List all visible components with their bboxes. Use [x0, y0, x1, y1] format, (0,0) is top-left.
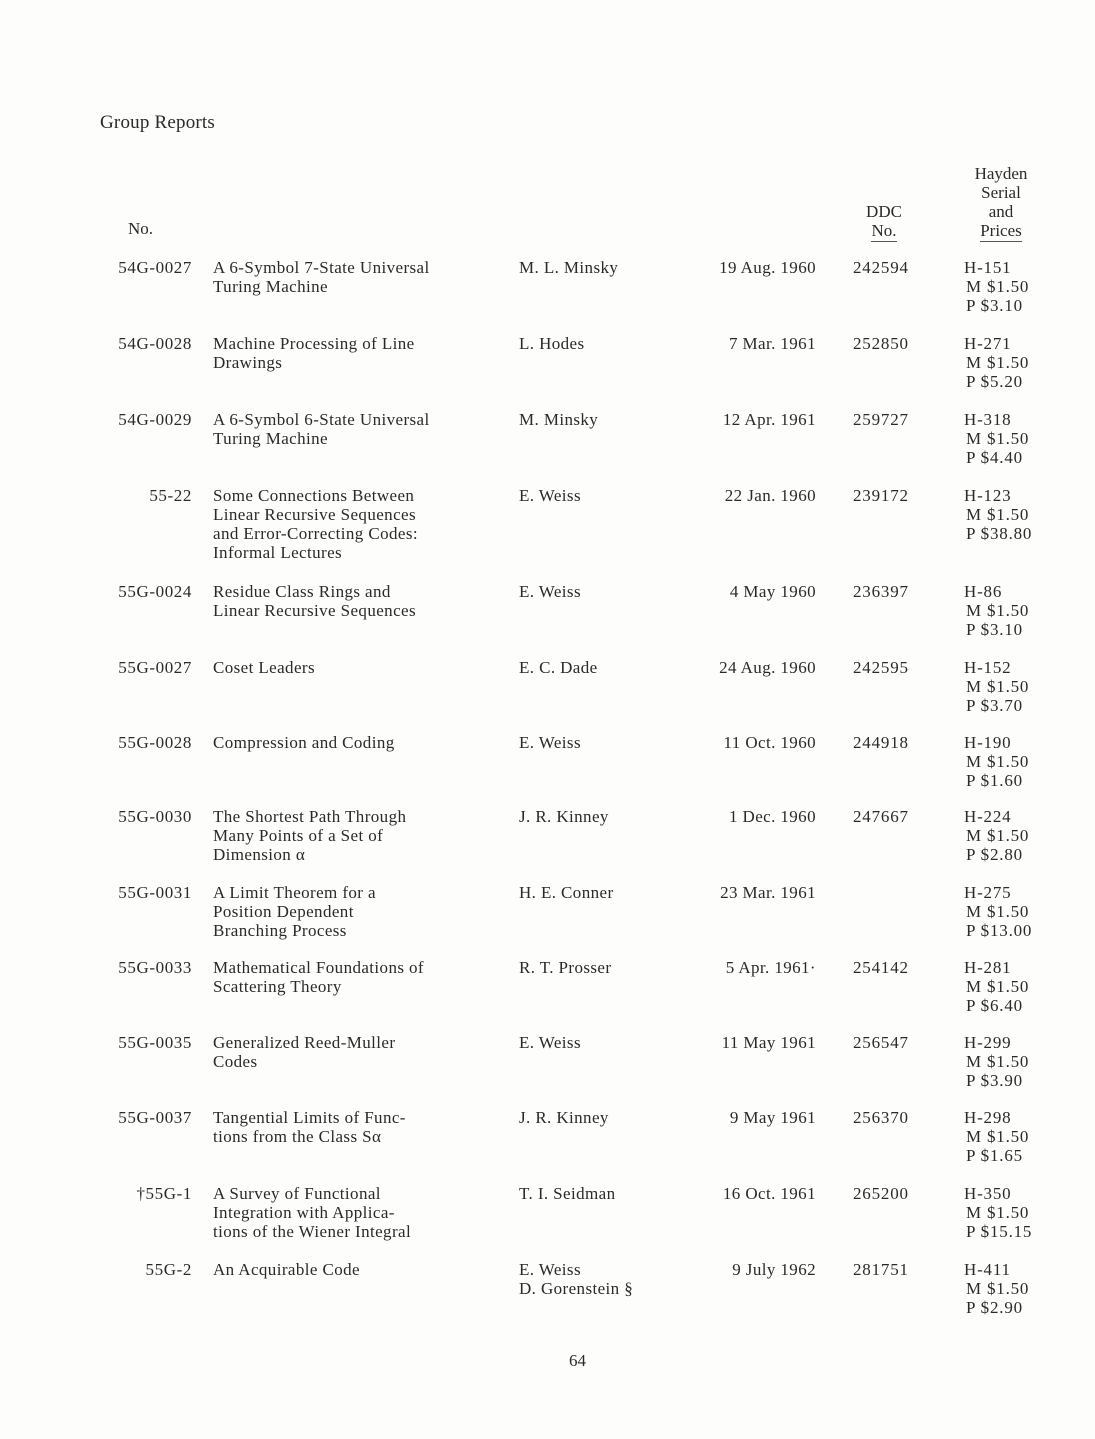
report-date: 16 Oct. 1961 [722, 1184, 816, 1203]
column-header-hayden-line2: Serial [981, 183, 1021, 202]
report-author-line: E. C. Dade [519, 658, 598, 677]
hayden-price: P $1.60 [966, 771, 1023, 790]
report-title [213, 883, 376, 940]
report-title [213, 807, 406, 864]
report-date: 24 Aug. 1960 [719, 658, 816, 677]
hayden-serial-prices [964, 807, 1029, 864]
ddc-number: 256547 [853, 1033, 909, 1052]
hayden-price: P $2.80 [966, 845, 1023, 864]
hayden-price: M $1.50 [966, 902, 1030, 921]
ddc-number: 281751 [853, 1260, 909, 1279]
report-number: 55G-0027 [118, 658, 192, 677]
report-title-line: Informal Lectures [213, 543, 343, 562]
hayden-price: M $1.50 [966, 601, 1030, 620]
report-author [519, 1033, 581, 1052]
ddc-number: 256370 [853, 1108, 909, 1127]
column-header-hayden [955, 164, 1047, 242]
hayden-price: P $2.90 [966, 1298, 1023, 1317]
report-number: †55G-1 [136, 1184, 192, 1203]
report-title [213, 1108, 406, 1146]
report-title-line: Drawings [213, 353, 283, 372]
report-date: 9 July 1962 [732, 1260, 816, 1279]
hayden-price: P $3.10 [966, 620, 1023, 639]
hayden-price: P $5.20 [966, 372, 1023, 391]
hayden-serial-prices [964, 1260, 1029, 1317]
hayden-serial: H-298 [964, 1108, 1012, 1127]
hayden-serial: H-224 [964, 807, 1012, 826]
hayden-serial-prices [964, 1033, 1029, 1090]
report-title-line: Many Points of a Set of [213, 826, 384, 845]
report-number: 55G-0037 [118, 1108, 192, 1127]
hayden-price: P $3.70 [966, 696, 1023, 715]
report-title-line: Linear Recursive Sequences [213, 505, 416, 524]
report-number: 55G-0033 [118, 958, 192, 977]
report-title-line: A Survey of Functional [213, 1184, 381, 1203]
report-author-line: E. Weiss [519, 582, 581, 601]
report-author-line: M. L. Minsky [519, 258, 619, 277]
report-title-line: A Limit Theorem for a [213, 883, 376, 902]
ddc-number: 244918 [853, 733, 909, 752]
report-author-line: E. Weiss [519, 1033, 581, 1052]
report-date: 7 Mar. 1961 [728, 334, 816, 353]
report-title-line: A 6-Symbol 7-State Universal [213, 258, 430, 277]
hayden-serial: H-318 [964, 410, 1012, 429]
hayden-price: M $1.50 [966, 1203, 1030, 1222]
report-title-line: An Acquirable Code [213, 1260, 360, 1279]
report-date: 19 Aug. 1960 [719, 258, 816, 277]
report-author [519, 410, 598, 429]
report-author-line: E. Weiss [519, 486, 581, 505]
hayden-serial: H-151 [964, 258, 1012, 277]
report-author-line: J. R. Kinney [519, 807, 609, 826]
report-title [213, 582, 416, 620]
report-date: 11 May 1961 [721, 1033, 816, 1052]
report-number: 55G-0030 [118, 807, 192, 826]
report-number: 55G-0035 [118, 1033, 192, 1052]
hayden-serial-prices [964, 658, 1029, 715]
hayden-serial-prices [964, 334, 1029, 391]
report-author [519, 733, 581, 752]
hayden-price: M $1.50 [966, 1279, 1030, 1298]
hayden-serial: H-152 [964, 658, 1012, 677]
report-author [519, 582, 581, 601]
ddc-number: 236397 [853, 582, 909, 601]
report-author [519, 807, 609, 826]
hayden-serial: H-350 [964, 1184, 1012, 1203]
report-author-line: J. R. Kinney [519, 1108, 609, 1127]
report-title-line: Tangential Limits of Func- [213, 1108, 406, 1127]
report-author [519, 1184, 615, 1203]
report-title [213, 1033, 395, 1071]
report-title [213, 658, 315, 677]
ddc-number: 239172 [853, 486, 909, 505]
page-number: 64 [569, 1351, 586, 1370]
report-number: 54G-0029 [118, 410, 192, 429]
hayden-price: M $1.50 [966, 677, 1030, 696]
report-author-line: D. Gorenstein § [519, 1279, 634, 1298]
hayden-serial: H-271 [964, 334, 1012, 353]
report-author-line: E. Weiss [519, 733, 581, 752]
report-number: 55G-2 [145, 1260, 192, 1279]
report-title-line: Integration with Applica- [213, 1203, 395, 1222]
report-title-line: Coset Leaders [213, 658, 315, 677]
report-date: 23 Mar. 1961 [720, 883, 816, 902]
report-title [213, 410, 430, 448]
hayden-price: P $13.00 [966, 921, 1033, 940]
report-author-line: T. I. Seidman [519, 1184, 616, 1203]
hayden-price: P $1.65 [966, 1146, 1023, 1165]
column-header-ddc-line2: No. [871, 221, 897, 240]
hayden-serial-prices [964, 582, 1029, 639]
report-title-line: Turing Machine [213, 277, 328, 296]
report-title-line: Residue Class Rings and [213, 582, 391, 601]
report-date: 11 Oct. 1960 [723, 733, 816, 752]
report-author [519, 958, 611, 977]
report-title-line: tions of the Wiener Integral [213, 1222, 412, 1241]
hayden-price: P $3.90 [966, 1071, 1023, 1090]
report-author [519, 258, 618, 277]
hayden-price: M $1.50 [966, 505, 1030, 524]
hayden-price: M $1.50 [966, 977, 1030, 996]
hayden-serial-prices [964, 958, 1029, 1015]
report-title [213, 958, 424, 996]
hayden-price: M $1.50 [966, 826, 1030, 845]
report-number: 54G-0028 [118, 334, 192, 353]
report-title [213, 1184, 411, 1241]
report-author [519, 334, 585, 353]
hayden-price: P $3.10 [966, 296, 1023, 315]
hayden-serial-prices [964, 883, 1032, 940]
report-title-line: Machine Processing of Line [213, 334, 415, 353]
report-title [213, 258, 430, 296]
report-author [519, 1260, 633, 1298]
report-title-line: Compression and Coding [213, 733, 395, 752]
hayden-price: M $1.50 [966, 429, 1030, 448]
report-number: 55G-0028 [118, 733, 192, 752]
ddc-number: 252850 [853, 334, 909, 353]
hayden-price: P $15.15 [966, 1222, 1033, 1241]
report-author [519, 658, 598, 677]
hayden-serial: H-86 [964, 582, 1003, 601]
hayden-price: P $6.40 [966, 996, 1023, 1015]
hayden-serial-prices [964, 486, 1032, 543]
report-title-line: Generalized Reed-Muller [213, 1033, 396, 1052]
report-title-line: A 6-Symbol 6-State Universal [213, 410, 430, 429]
report-title [213, 486, 418, 562]
report-title-line: and Error-Correcting Codes: [213, 524, 418, 543]
hayden-price: P $38.80 [966, 524, 1033, 543]
report-number: 55G-0024 [118, 582, 192, 601]
report-author [519, 486, 581, 505]
hayden-serial: H-123 [964, 486, 1012, 505]
report-title [213, 1260, 360, 1279]
column-header-no: No. [128, 219, 154, 238]
ddc-number: 242595 [853, 658, 909, 677]
column-header-ddc-line1: DDC [866, 202, 902, 221]
report-title-line: Some Connections Between [213, 486, 415, 505]
report-author-line: M. Minsky [519, 410, 599, 429]
report-number: 55G-0031 [118, 883, 192, 902]
column-header-hayden-line1: Hayden [974, 164, 1028, 183]
report-title-line: Dimension α [213, 845, 306, 864]
report-title [213, 334, 415, 372]
hayden-serial-prices [964, 1108, 1029, 1165]
report-title-line: The Shortest Path Through [213, 807, 407, 826]
report-title-line: tions from the Class Sα [213, 1127, 382, 1146]
hayden-price: M $1.50 [966, 752, 1030, 771]
report-date: 9 May 1961 [729, 1108, 816, 1127]
report-date: 22 Jan. 1960 [724, 486, 816, 505]
report-title-line: Codes [213, 1052, 258, 1071]
hayden-serial: H-190 [964, 733, 1012, 752]
ddc-number: 254142 [853, 958, 909, 977]
column-header-hayden-line3: and [988, 202, 1014, 221]
column-header-ddc [860, 202, 908, 242]
section-title: Group Reports [100, 112, 216, 133]
hayden-serial-prices [964, 1184, 1032, 1241]
report-date: 5 Apr. 1961· [725, 958, 816, 977]
report-author [519, 1108, 609, 1127]
hayden-serial-prices [964, 258, 1029, 315]
report-author-line: E. Weiss [519, 1260, 581, 1279]
report-title [213, 733, 395, 752]
report-title-line: Mathematical Foundations of [213, 958, 424, 977]
hayden-price: M $1.50 [966, 277, 1030, 296]
report-author [519, 883, 614, 902]
hayden-serial: H-299 [964, 1033, 1012, 1052]
report-date: 12 Apr. 1961 [722, 410, 816, 429]
ddc-number: 265200 [853, 1184, 909, 1203]
report-title-line: Position Dependent [213, 902, 354, 921]
report-title-line: Turing Machine [213, 429, 328, 448]
hayden-serial: H-281 [964, 958, 1012, 977]
report-number: 54G-0027 [118, 258, 192, 277]
hayden-serial: H-275 [964, 883, 1012, 902]
report-title-line: Linear Recursive Sequences [213, 601, 416, 620]
hayden-price: M $1.50 [966, 1127, 1030, 1146]
ddc-number: 247667 [853, 807, 909, 826]
ddc-number: 259727 [853, 410, 909, 429]
report-date: 4 May 1960 [729, 582, 816, 601]
hayden-serial: H-411 [964, 1260, 1011, 1279]
hayden-price: P $4.40 [966, 448, 1023, 467]
hayden-serial-prices [964, 733, 1029, 790]
hayden-serial-prices [964, 410, 1029, 467]
report-title-line: Scattering Theory [213, 977, 342, 996]
hayden-price: M $1.50 [966, 353, 1030, 372]
hayden-price: M $1.50 [966, 1052, 1030, 1071]
report-author-line: L. Hodes [519, 334, 585, 353]
ddc-number: 242594 [853, 258, 909, 277]
column-header-hayden-line4: Prices [980, 221, 1022, 240]
report-number: 55-22 [149, 486, 192, 505]
report-title-line: Branching Process [213, 921, 347, 940]
report-author-line: R. T. Prosser [519, 958, 612, 977]
report-author-line: H. E. Conner [519, 883, 614, 902]
report-date: 1 Dec. 1960 [728, 807, 816, 826]
